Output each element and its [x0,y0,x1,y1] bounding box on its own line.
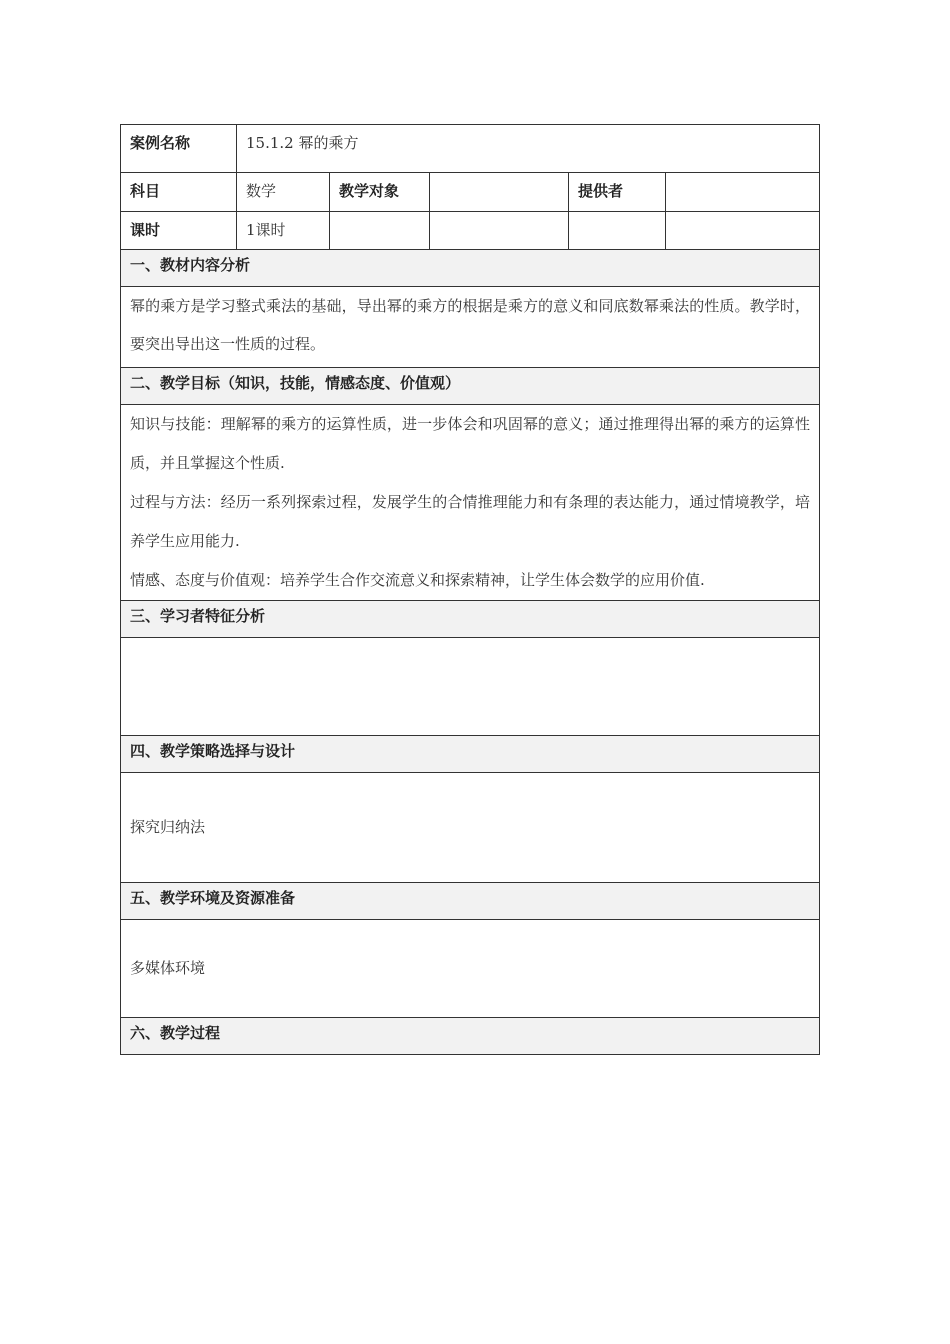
section-body-row [121,405,820,601]
subject-label: 科目 [121,173,237,212]
provider-value [666,173,820,212]
section-title: 五、教学环境及资源准备 [121,883,820,920]
hours-empty-cell [330,212,430,250]
section-header-row [121,883,820,920]
section-body [121,920,820,1018]
section-title: 一、教材内容分析 [121,250,820,287]
section-title: 二、教学目标（知识，技能，情感态度、价值观） [121,368,820,405]
section-header-row [121,368,820,405]
section-paragraph: 过程与方法：经历一系列探索过程，发展学生的合情推理能力和有条理的表达能力，通过情境教学，培养学生应用能力. [130,493,810,550]
case-name-value: 15.1.2 幂的乘方 [237,125,820,173]
section-body [121,773,820,883]
section-paragraph: 多媒体环境 [130,959,206,977]
hours-value: 1课时 [237,212,330,250]
section-body-row [121,287,820,368]
audience-label: 教学对象 [330,173,430,212]
section-paragraph: 探究归纳法 [130,818,206,836]
hours-empty-cell [569,212,666,250]
section-title: 三、学习者特征分析 [121,601,820,638]
section-header-row [121,1018,820,1055]
section-paragraph: 幂的乘方是学习整式乘法的基础，导出幂的乘方的根据是乘方的意义和同底数幂乘法的性质。教学时，要突出导出这一性质的过程。 [130,297,810,353]
section-paragraph: 情感、态度与价值观：培养学生合作交流意义和探索精神，让学生体会数学的应用价值. [130,571,705,589]
subject-row [121,173,820,212]
hours-empty-cell [430,212,569,250]
section-title: 六、教学过程 [121,1018,820,1055]
section-header-row [121,736,820,773]
audience-value [430,173,569,212]
section-body [121,638,820,736]
subject-value: 数学 [237,173,330,212]
hours-empty-cell [666,212,820,250]
provider-label: 提供者 [569,173,666,212]
hours-row [121,212,820,250]
case-name-row [121,125,820,173]
section-body [121,405,820,601]
section-body-row [121,920,820,1018]
lesson-plan-table [120,124,820,1055]
section-paragraph: 知识与技能：理解幂的乘方的运算性质，进一步体会和巩固幂的意义；通过推理得出幂的乘方的运算性质，并且掌握这个性质. [130,415,810,472]
section-body-row [121,638,820,736]
section-title: 四、教学策略选择与设计 [121,736,820,773]
section-body-row [121,773,820,883]
section-body [121,287,820,368]
section-header-row [121,601,820,638]
hours-label: 课时 [121,212,237,250]
section-header-row [121,250,820,287]
case-name-label: 案例名称 [121,125,237,173]
